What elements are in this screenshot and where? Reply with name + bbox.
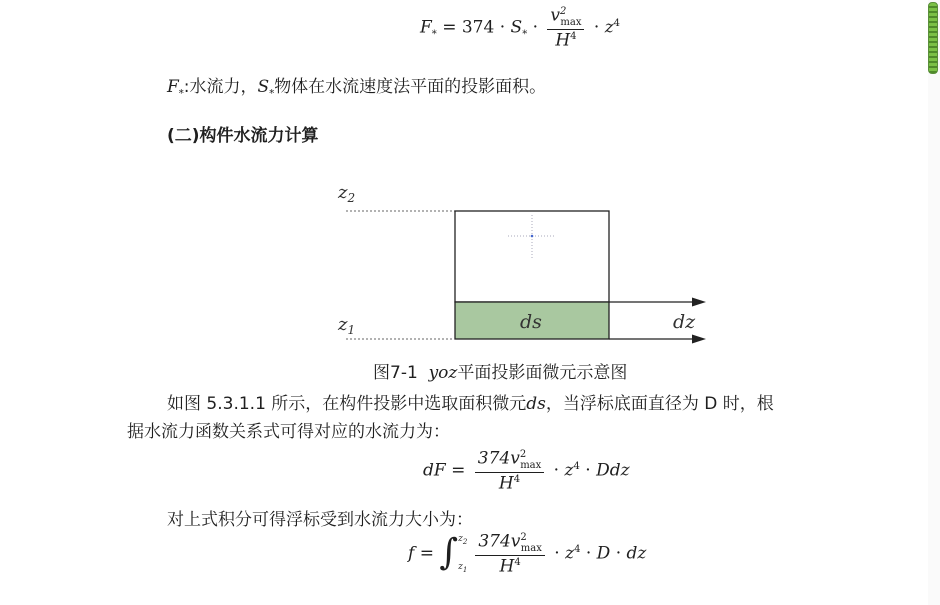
eq-f-z-sup: 4: [574, 544, 581, 556]
integral-upper: z: [458, 534, 463, 545]
definition-force-symbol: F: [167, 77, 179, 97]
eq-force-area: S: [510, 17, 523, 38]
eq-f-numerator-sub: max: [520, 543, 542, 555]
eq-force-velocity-sub: max: [560, 17, 582, 29]
eq-f-d: D: [596, 543, 611, 564]
integral-symbol: ∫: [439, 531, 459, 573]
eq-f-z: z: [565, 543, 575, 564]
integral-lower-sub: 1: [462, 566, 468, 575]
caption-math: yoz: [428, 363, 458, 383]
paragraph-2: 对上式积分可得浮标受到水流力大小为：: [167, 510, 473, 530]
section-heading: (二)构件水流力计算: [167, 126, 319, 146]
eq-force-depth-sup: 4: [570, 31, 577, 43]
eq-f-numerator: 374v: [478, 531, 521, 552]
integral-upper-sub: 2: [462, 537, 468, 546]
eq-force-coefficient: 374: [461, 17, 495, 38]
eq-f-equals: =: [414, 543, 440, 564]
projection-figure: [0, 170, 940, 370]
definition-force-sub: *: [178, 88, 184, 100]
label-dz: dz: [673, 311, 696, 333]
eq-f-dz: dz: [626, 543, 647, 564]
eq-df-numerator-sub: max: [520, 460, 542, 472]
vertical-scrollbar[interactable]: [928, 0, 940, 605]
eq-force-velocity: v: [550, 5, 561, 26]
eq-f-denominator-sup: 4: [514, 557, 521, 569]
eq-df-denominator-sup: 4: [513, 474, 521, 486]
eq-df-numerator-sup: 2: [519, 449, 527, 460]
eq-df-fraction: [475, 449, 545, 493]
figure-caption: [373, 360, 627, 386]
eq-force-lhs: F: [420, 17, 432, 38]
eq-df-z: z: [564, 460, 574, 481]
definition-area-sub: *: [269, 88, 275, 100]
definition-area-symbol: S: [257, 77, 270, 97]
eq-force-z: z: [604, 17, 614, 38]
eq-df-denominator: H: [498, 473, 514, 494]
caption-prefix: 图7-1: [373, 363, 429, 383]
eq-f-lhs: f: [408, 543, 415, 564]
eq-force-lhs-sub: *: [431, 29, 437, 41]
paragraph-1-math: ds: [526, 394, 546, 414]
label-z2: $z_2$: [338, 182, 356, 205]
eq-force-z-sup: 4: [613, 18, 621, 30]
definition-line: [167, 74, 546, 107]
eq-force-area-sub: *: [522, 29, 528, 41]
paragraph-1-line-1: [167, 391, 774, 417]
definition-force-text: :水流力，: [183, 77, 258, 97]
arrow-lower-head: [692, 335, 706, 344]
equation-force: $F_* = 374 \cdot S_*$ · $\frac{v^2_{max}}{H^4}$ · $z^4$: [420, 5, 621, 51]
eq-force-depth: H: [555, 30, 571, 51]
equation-f: f = ∫ $z_2$ $z_1$ $\frac{374v^2_{max}}{H^4}$ · $z^4 \cdot D$ · dz: [408, 531, 647, 577]
eq-force-equals: =: [436, 17, 462, 38]
paragraph-1-line-2: 据水流力函数关系式可得对应的水流力为：: [127, 422, 450, 442]
eq-f-numerator-sup: 2: [520, 532, 527, 543]
integral-limits: [458, 534, 467, 574]
eq-df-numerator: 374v: [477, 448, 520, 469]
eq-df-equals: =: [445, 460, 471, 481]
paragraph-1-before: 如图 5.3.1.1 所示，在构件投影中选取面积微元: [167, 394, 527, 414]
eq-f-denominator: H: [499, 556, 515, 577]
eq-df-z-sup: 4: [573, 461, 580, 473]
equation-dF: dF = $\frac{374v^2_{max}}{H^4}$ · $z^4$ · Ddz: [423, 448, 630, 494]
eq-f-fraction: [475, 532, 545, 576]
eq-df-tail: Ddz: [596, 460, 630, 481]
eq-df-lhs: dF: [423, 460, 446, 481]
label-z1: $z_1$: [338, 314, 356, 337]
scrollbar-thumb[interactable]: [928, 2, 938, 74]
definition-area-text: 物体在水流速度法平面的投影面积。: [274, 77, 547, 97]
crosshair-center: [531, 235, 534, 238]
arrow-upper-head: [692, 298, 706, 307]
label-ds: ds: [520, 311, 542, 333]
paragraph-1-after: ，当浮标底面直径为 D 时，根: [545, 394, 774, 414]
eq-force-velocity-sup: 2: [560, 6, 567, 17]
caption-suffix: 平面投影面微元示意图: [457, 363, 628, 383]
eq-force-fraction: [547, 6, 584, 50]
integral-lower: z: [458, 562, 463, 573]
